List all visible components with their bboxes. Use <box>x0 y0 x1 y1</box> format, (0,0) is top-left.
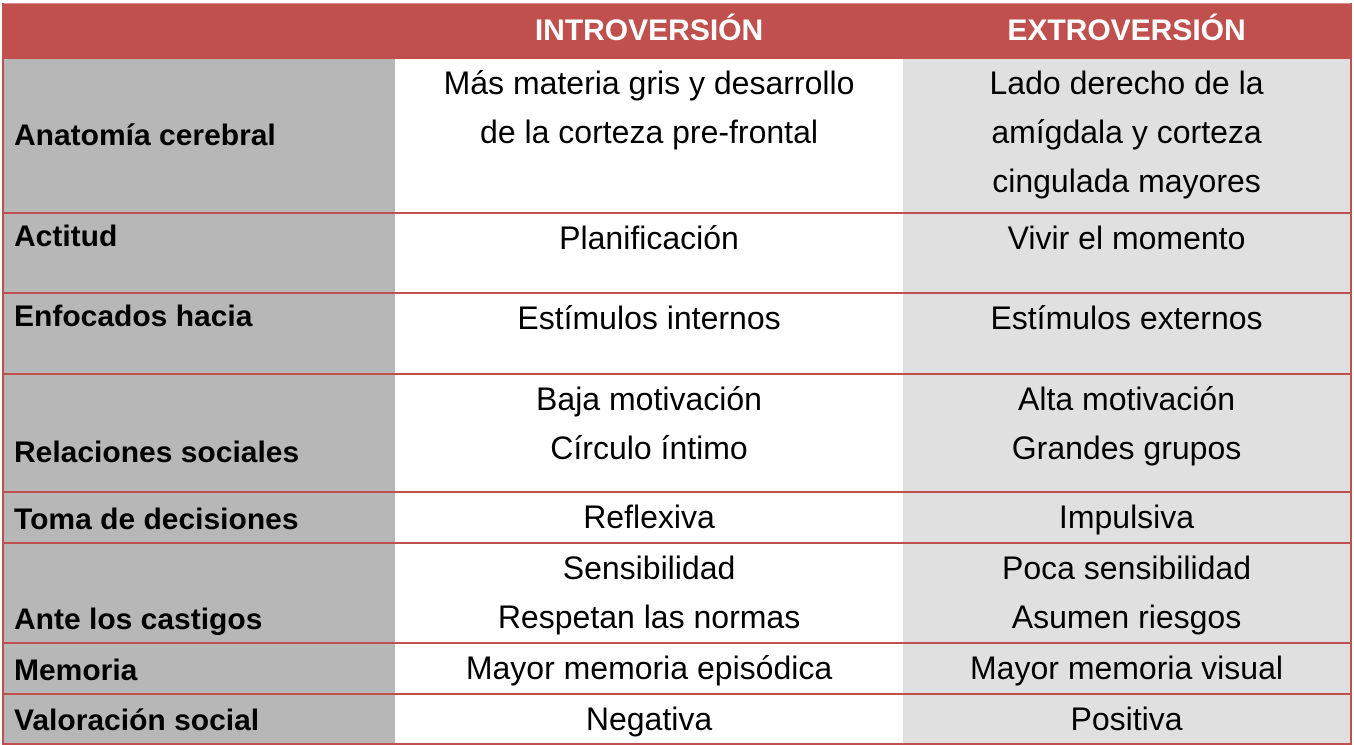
cell-line: Lado derecho de la <box>989 65 1264 101</box>
row-label: Toma de decisiones <box>4 493 395 542</box>
extroversion-cell <box>903 544 1350 642</box>
introversion-cell <box>395 644 903 693</box>
header-extroversion: EXTROVERSIÓN <box>1007 13 1246 47</box>
cell-line: Mayor memoria visual <box>970 650 1283 686</box>
extroversion-cell <box>903 493 1350 542</box>
cell-line: Negativa <box>585 701 713 737</box>
row-label: Actitud <box>4 214 395 292</box>
extroversion-cell <box>903 695 1350 743</box>
table-row <box>4 292 1350 373</box>
row-label: Relaciones sociales <box>4 375 395 491</box>
row-label: Anatomía cerebral <box>4 59 395 212</box>
cell-line: de la corteza pre-frontal <box>480 114 818 150</box>
cell-line: Vivir el momento <box>1007 220 1246 256</box>
extroversion-cell <box>903 214 1350 292</box>
cell-line: Planificación <box>559 220 739 256</box>
comparison-table <box>2 3 1352 745</box>
extroversion-cell <box>903 59 1350 212</box>
cell-line: Grandes grupos <box>1011 430 1242 466</box>
cell-line: Baja motivación <box>536 381 762 417</box>
introversion-cell <box>395 493 903 542</box>
introversion-cell <box>395 695 903 743</box>
cell-line: Más materia gris y desarrollo <box>443 65 855 101</box>
cell-line: Respetan las normas <box>497 599 801 635</box>
row-label: Ante los castigos <box>4 544 395 642</box>
table-row <box>4 693 1350 743</box>
table-row <box>4 542 1350 642</box>
table-header-row <box>4 3 1350 57</box>
extroversion-cell <box>903 375 1350 491</box>
table-row <box>4 373 1350 491</box>
table-row <box>4 491 1350 542</box>
extroversion-cell <box>903 294 1350 373</box>
cell-line: Sensibilidad <box>562 550 736 586</box>
row-label: Enfocados hacia <box>4 294 395 373</box>
cell-line: Impulsiva <box>1058 499 1195 535</box>
cell-line: Alta motivación <box>1018 381 1235 417</box>
introversion-cell <box>395 294 903 373</box>
cell-line: Poca sensibilidad <box>1001 550 1252 586</box>
introversion-cell <box>395 544 903 642</box>
introversion-cell <box>395 59 903 212</box>
cell-line: Estímulos externos <box>990 300 1263 336</box>
table-row <box>4 212 1350 292</box>
header-introversion: INTROVERSIÓN <box>534 13 764 47</box>
cell-line: Positiva <box>1070 701 1183 737</box>
cell-line: Mayor memoria episódica <box>465 650 833 686</box>
introversion-cell <box>395 214 903 292</box>
table-row <box>4 57 1350 212</box>
cell-line: amígdala y corteza <box>991 114 1262 150</box>
cell-line: Reflexiva <box>583 499 715 535</box>
cell-line: Asumen riesgos <box>1011 599 1242 635</box>
table-row <box>4 642 1350 693</box>
cell-line: cingulada mayores <box>992 163 1261 199</box>
cell-line: Círculo íntimo <box>550 430 748 466</box>
introversion-cell <box>395 375 903 491</box>
row-label: Memoria <box>4 644 395 693</box>
row-label: Valoración social <box>4 695 395 743</box>
cell-line: Estímulos internos <box>517 300 781 336</box>
extroversion-cell <box>903 644 1350 693</box>
header-empty-cell <box>4 4 395 57</box>
